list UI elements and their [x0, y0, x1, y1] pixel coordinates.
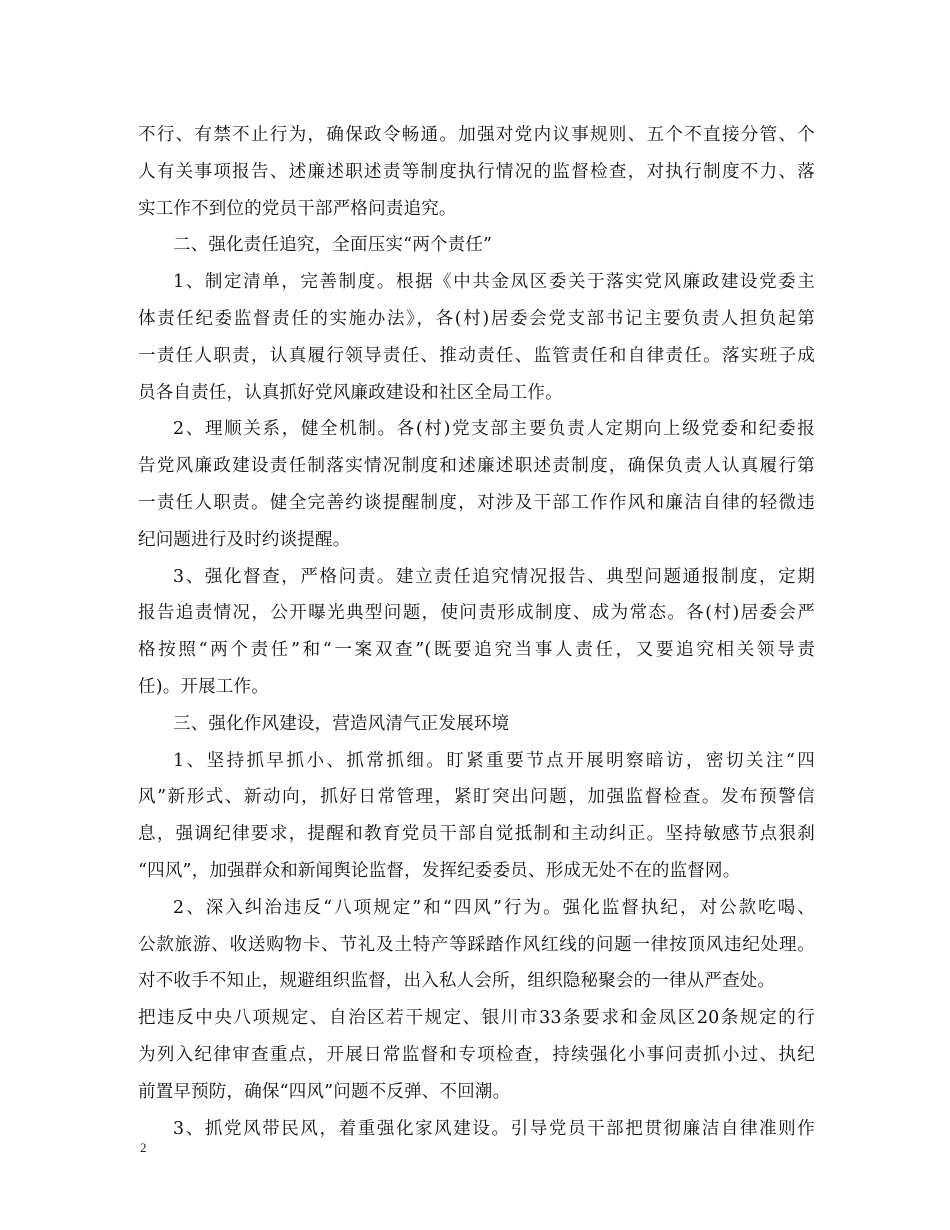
document-body: [138, 117, 815, 1147]
text-line: 任)。开展工作。: [138, 676, 269, 697]
text-line: 纪问题进行及时约谈提醒。: [138, 529, 351, 550]
text-line: 告党风廉政建设责任制落实情况制度和述廉述职述责制度，确保负责人认真履行第: [138, 456, 815, 477]
text-line: 公款旅游、收送购物卡、节礼及土特产等踩踏作风红线的问题一律按顶风违纪处理。: [138, 934, 815, 955]
text-line: 一责任人职责，认真履行领导责任、推动责任、监管责任和自律责任。落实班子成: [138, 345, 815, 366]
text-line: 风”新形式、新动向，抓好日常管理，紧盯突出问题，加强监督检查。发布预警信: [138, 787, 815, 808]
text-line: 人有关事项报告、述廉述职述责等制度执行情况的监督检查，对执行制度不力、落: [138, 161, 815, 182]
page-number: 2: [140, 1140, 147, 1155]
text-line: 三、强化作风建设，营造风清气正发展环境: [173, 713, 510, 734]
text-line: 报告追责情况，公开曝光典型问题，使问责形成制度、成为常态。各(村)居委会严: [138, 603, 815, 624]
text-line: 2、理顺关系，健全机制。各(村)党支部主要负责人定期向上级党委和纪委报: [173, 419, 815, 440]
text-line: 前置早预防，确保“四风”问题不反弹、不回潮。: [138, 1081, 511, 1102]
text-line: 3、强化督查，严格问责。建立责任追究情况报告、典型问题通报制度，定期: [173, 566, 815, 587]
text-line: 把违反中央八项规定、自治区若干规定、银川市33条要求和金凤区20条规定的行: [138, 1008, 815, 1029]
text-line: 息，强调纪律要求，提醒和教育党员干部自觉抵制和主动纠正。坚持敏感节点狠刹: [138, 824, 815, 845]
text-line: 1、制定清单，完善制度。根据《中共金凤区委关于落实党风廉政建设党委主: [173, 272, 815, 293]
text-line: 2、深入纠治违反“八项规定”和“四风”行为。强化监督执纪，对公款吃喝、: [173, 897, 815, 918]
text-line: 员各自责任，认真抓好党风廉政建设和社区全局工作。: [138, 382, 563, 403]
text-line: 体责任纪委监督责任的实施办法》，各(村)居委会党支部书记主要负责人担负起第: [138, 308, 815, 329]
text-line: 实工作不到位的党员干部严格问责追究。: [138, 198, 457, 219]
text-line: “四风”，加强群众和新闻舆论监督，发挥纪委委员、形成无处不在的监督网。: [138, 860, 741, 881]
text-line: 不行、有禁不止行为，确保政令畅通。加强对党内议事规则、五个不直接分管、个: [138, 125, 815, 145]
text-line: 1、坚持抓早抓小、抓常抓细。盯紧重要节点开展明察暗访，密切关注“四: [173, 750, 815, 771]
text-line: 格按照“两个责任”和“一案双查”(既要追究当事人责任，又要追究相关领导责: [138, 640, 815, 661]
text-line: 对不收手不知止，规避组织监督，出入私人会所，组织隐秘聚会的一律从严查处。: [138, 971, 776, 992]
text-line: 为列入纪律审查重点，开展日常监督和专项检查，持续强化小事问责抓小过、执纪: [138, 1044, 815, 1065]
text-line: 二、强化责任追究，全面压实“两个责任”: [173, 235, 493, 256]
text-line: 一责任人职责。健全完善约谈提醒制度，对涉及干部工作作风和廉洁自律的轻微违: [138, 492, 815, 513]
text-line: 3、抓党风带民风，着重强化家风建设。引导党员干部把贯彻廉洁自律准则作: [173, 1118, 815, 1139]
